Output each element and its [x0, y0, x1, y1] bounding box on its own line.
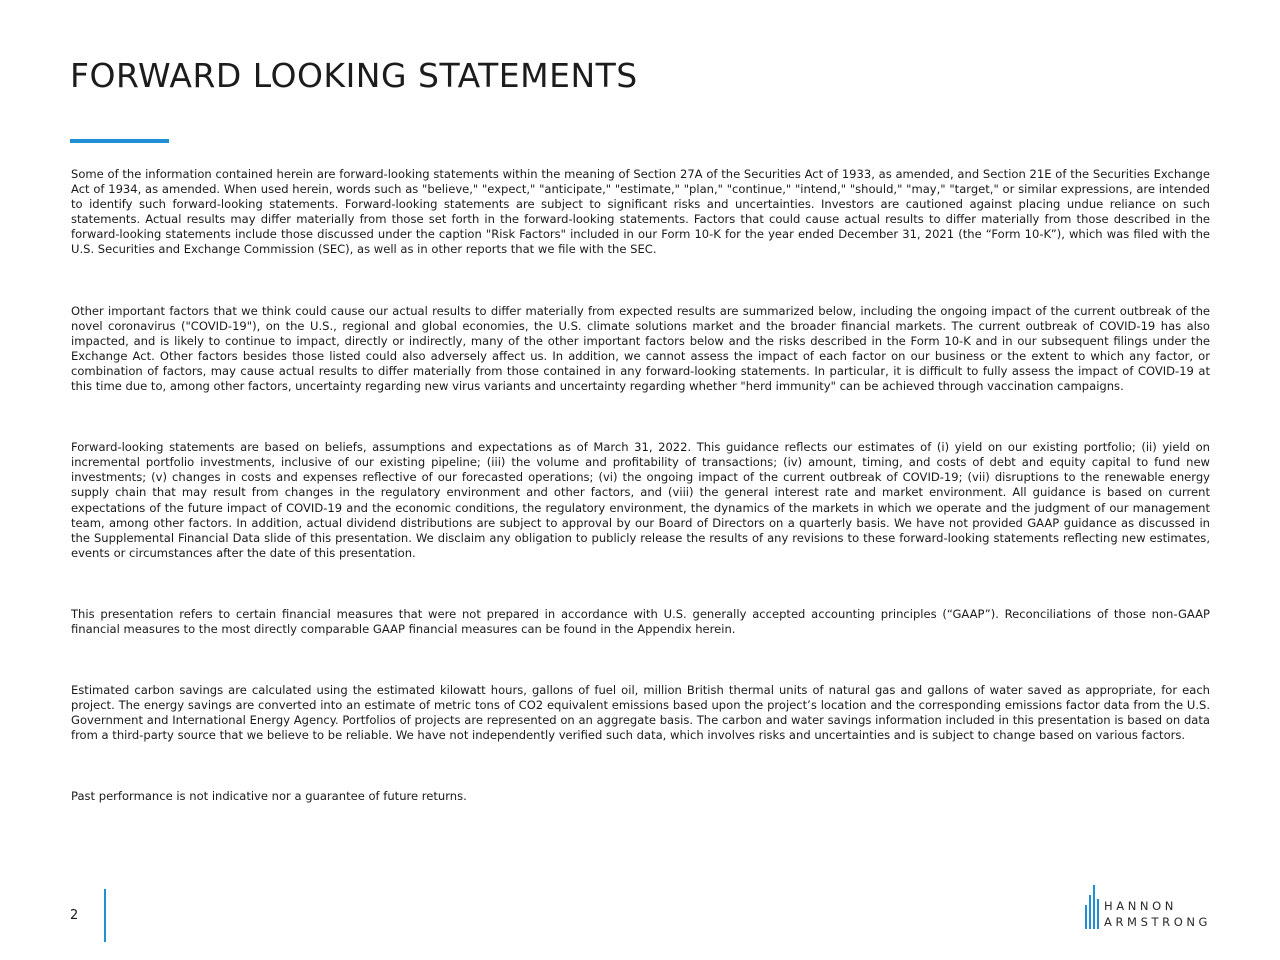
- logo-text-hannon: HANNON: [1104, 899, 1177, 913]
- hannon-armstrong-logo-icon: [1084, 885, 1102, 929]
- paragraph-non-gaap: This presentation refers to certain financial measures that were not prepared in accordance with U.S. generally accepted accounting principles (“GAAP”). Reconciliations of those non-GAAP financial measures to the most directly comparable GAAP financial measures can be found in the Appendix herein.: [71, 606, 1210, 636]
- statements-body: [71, 167, 1210, 851]
- company-logo: [1084, 885, 1224, 931]
- paragraph-guidance-basis: Forward-looking statements are based on beliefs, assumptions and expectations as of March 31, 2022. This guidance reflects our estimates of (i) yield on our existing portfolio; (ii) yield on incremental portfolio investments, inclusive of our existing pipeline; (iii) the volume and profitability of transactions; (iv) amount, timing, and costs of debt and equity capital to fund new investments; (v) changes in costs and expenses reflective of our forecasted operations; (vi) the ongoing impact of the current outbreak of COVID-19; (vii) disruptions to the renewable energy supply chain that may result from changes in the regulatory environment and other factors, and (viii) the general interest rate and market environment. All guidance is based on current expectations of the future impact of COVID-19 and the economic conditions, the regulatory environment, the dynamics of the markets in which we operate and the judgment of our management team, among other factors. In addition, actual dividend distributions are subject to approval by our Board of Directors on a quarterly basis. We have not provided GAAP guidance as discussed in the Supplemental Financial Data slide of this presentation. We disclaim any obligation to publicly release the results of any revisions to these forward-looking statements reflecting new estimates, events or circumstances after the date of this presentation.: [71, 440, 1210, 560]
- paragraph-covid-factors: Other important factors that we think could cause our actual results to differ materially from expected results are summarized below, including the ongoing impact of the current outbreak of the novel coronavirus ("COVID-19"), on the U.S., regional and global economies, the U.S. climate solutions market and the broader financial markets. The current outbreak of COVID-19 has also impacted, and is likely to continue to impact, directly or indirectly, many of the other important factors below and the risks described in the Form 10-K and in our subsequent filings under the Exchange Act. Other factors besides those listed could also adversely affect us. In addition, we cannot assess the impact of each factor on our business or the extent to which any factor, or combination of factors, may cause actual results to differ materially from those contained in any forward-looking statements. In particular, it is difficult to fully assess the impact of COVID-19 at this time due to, among other factors, uncertainty regarding new virus variants and uncertainty regarding whether "herd immunity" can be achieved through vaccination campaigns.: [71, 303, 1210, 394]
- paragraph-carbon-savings: Estimated carbon savings are calculated using the estimated kilowatt hours, gallons of fuel oil, million British thermal units of natural gas and gallons of water saved as appropriate, for each project. The energy savings are converted into an estimate of metric tons of CO2 equivalent emissions based upon the project’s location and the corresponding emissions factor data from the U.S. Government and International Energy Agency. Portfolios of projects are represented on an aggregate basis. The carbon and water savings information included in this presentation is based on data from a third-party source that we believe to be reliable. We have not independently verified such data, which involves risks and uncertainties and is subject to change based on various factors.: [71, 683, 1210, 743]
- paragraph-past-performance: Past performance is not indicative nor a guarantee of future returns.: [71, 789, 467, 804]
- logo-text-armstrong: ARMSTRONG: [1104, 915, 1212, 929]
- title-accent-bar: [70, 139, 169, 143]
- paragraph-securities-act: Some of the information contained herein are forward-looking statements within the meaning of Section 27A of the Securities Act of 1933, as amended, and Section 21E of the Securities Exchange Act of 1934, as amended. When used herein, words such as "believe," "expect," "anticipate," "estimate," "plan," "continue," "intend," "should," "may," "target," or similar expressions, are intended to identify such forward-looking statements. Forward-looking statements are subject to significant risks and uncertainties. Investors are cautioned against placing undue reliance on such statements. Actual results may differ materially from those set forth in the forward-looking statements. Factors that could cause actual results to differ materially from those described in the forward-looking statements include those discussed under the caption "Risk Factors" included in our Form 10-K for the year ended December 31, 2021 (the “Form 10-K”), which was filed with the U.S. Securities and Exchange Commission (SEC), as well as in other reports that we file with the SEC.: [71, 167, 1210, 257]
- footer-divider: [104, 889, 106, 942]
- page-number: 2: [70, 908, 79, 923]
- slide-title: FORWARD LOOKING STATEMENTS: [70, 56, 638, 95]
